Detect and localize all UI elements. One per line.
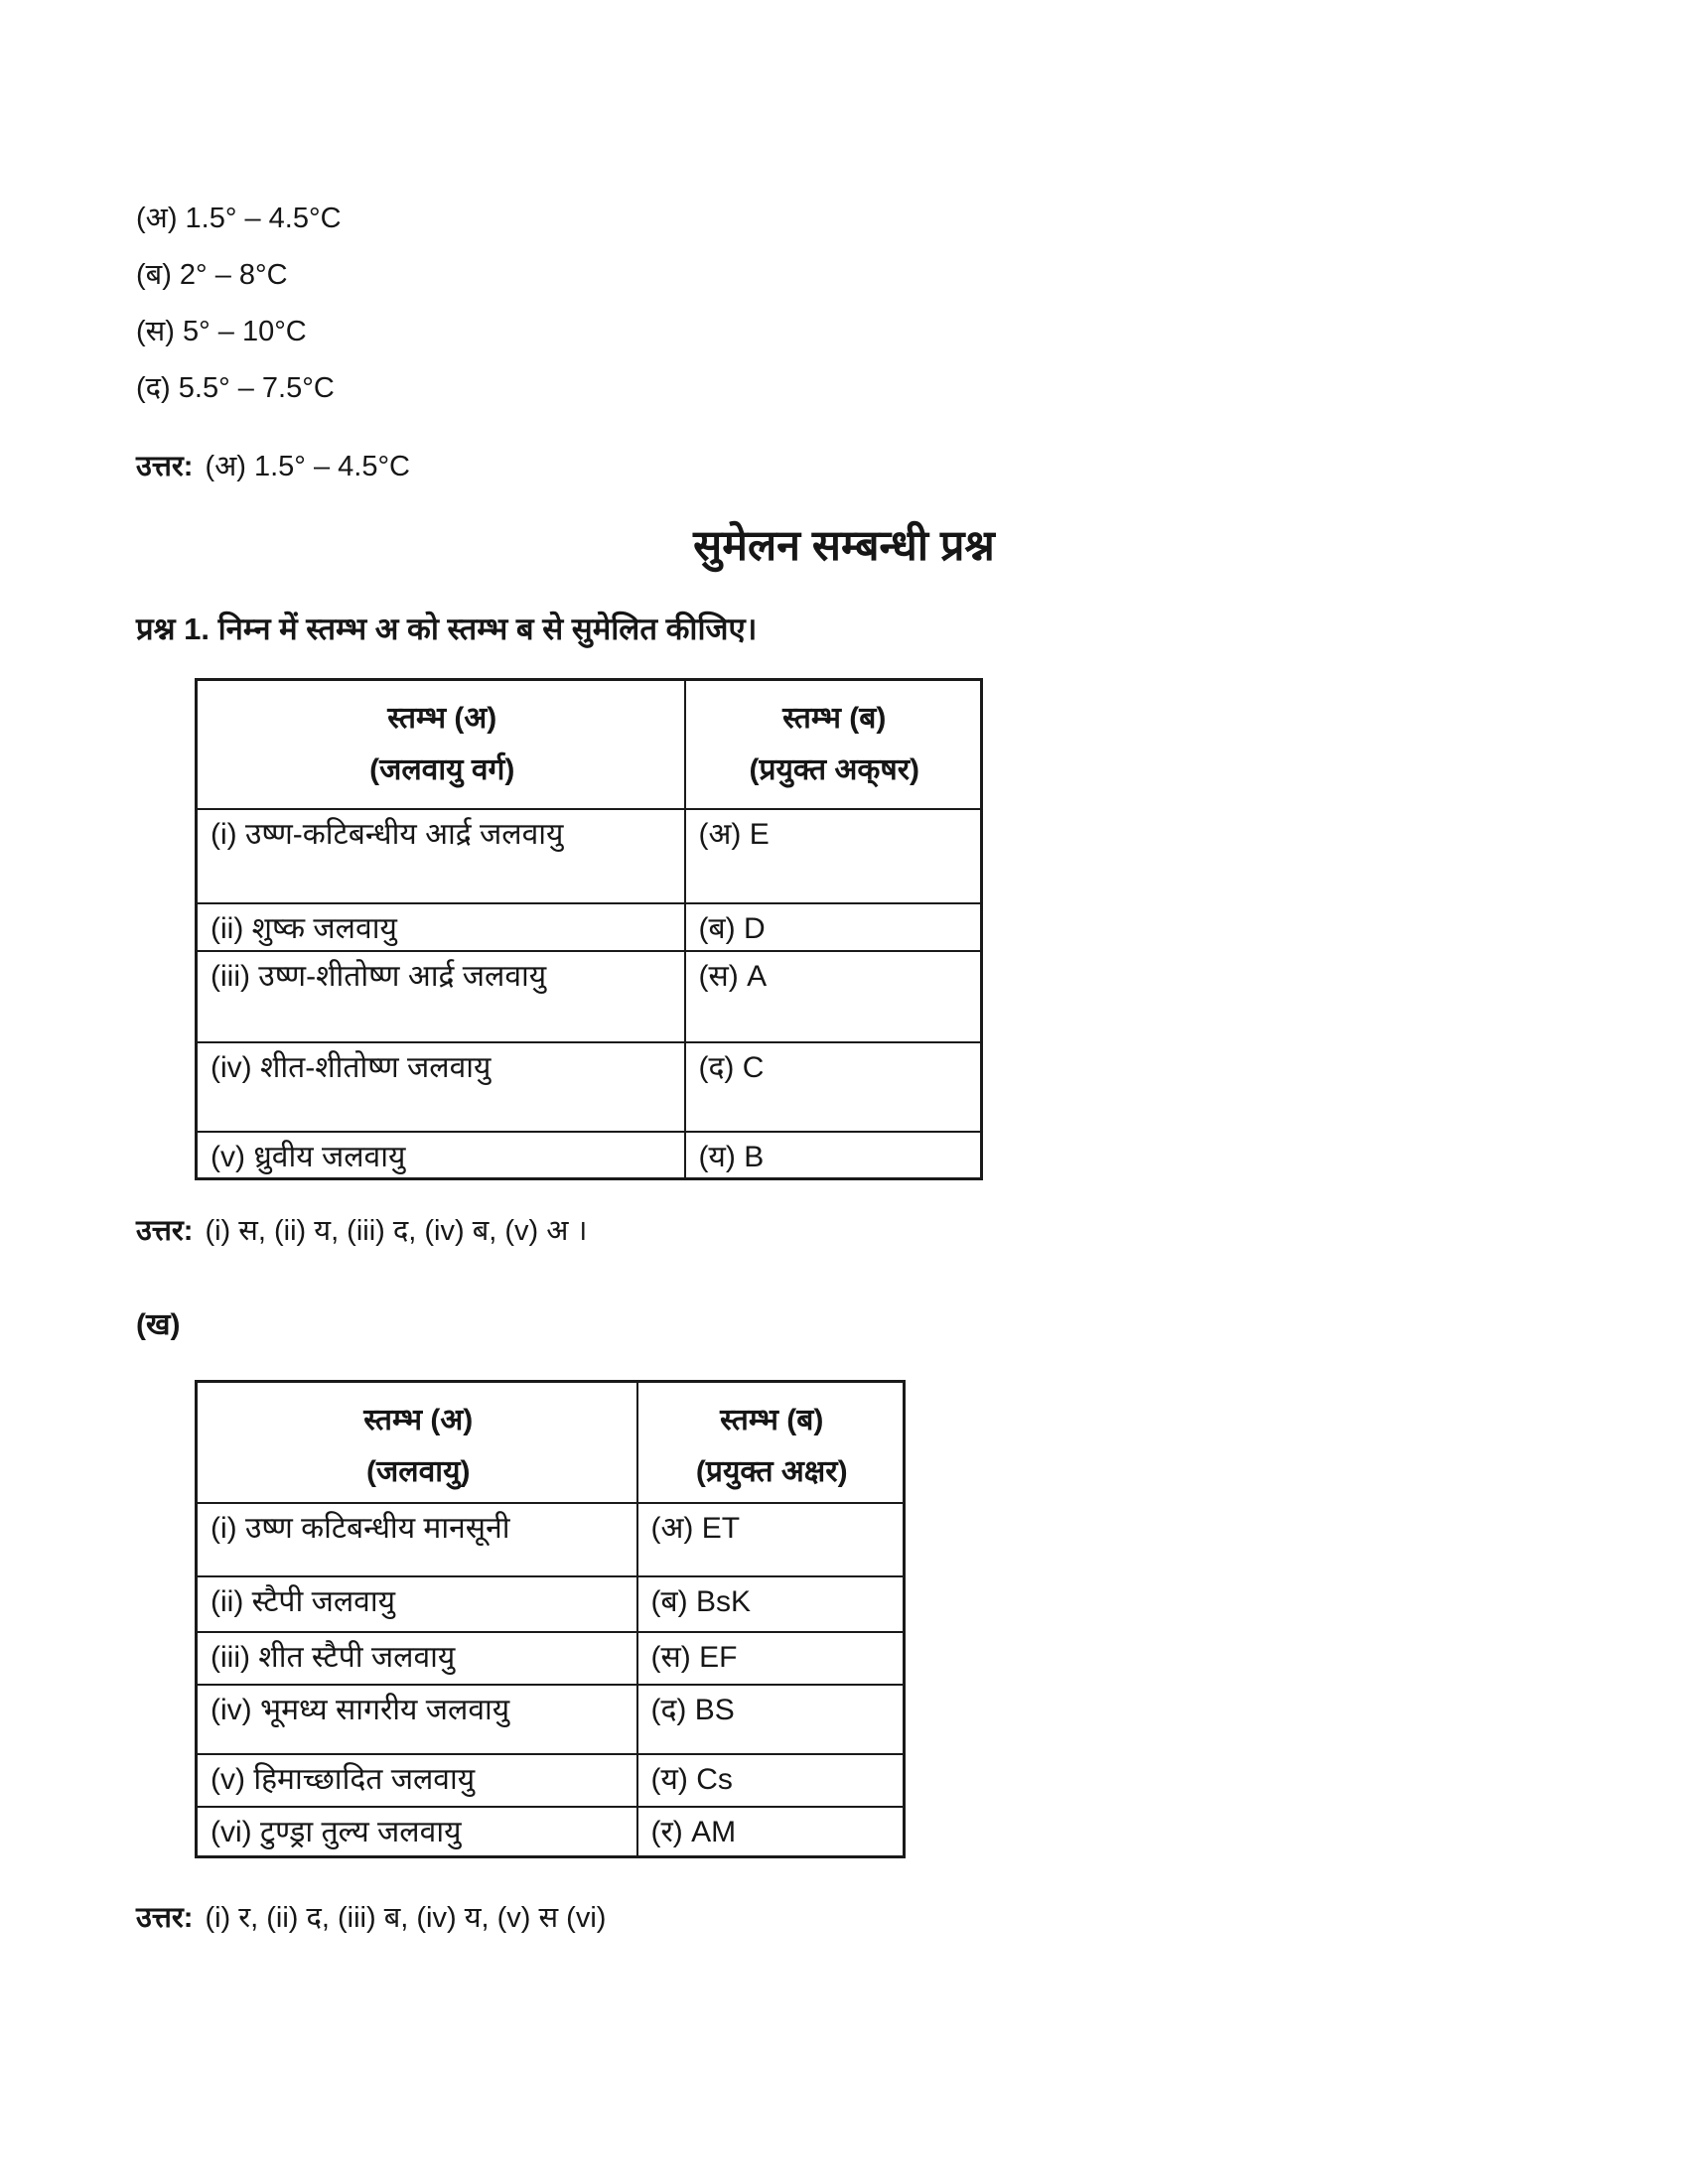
subpart-label: (ख): [136, 1308, 181, 1341]
answer-text: (i) र, (ii) द, (iii) ब, (iv) य, (v) स (vi): [205, 1902, 607, 1934]
answer-label: उत्तर:: [136, 451, 194, 482]
section-heading: सुमेलन सम्बन्धी प्रश्न: [693, 522, 995, 570]
mcq-options-list: [136, 191, 342, 417]
table-row: [197, 1754, 905, 1807]
header-line1: स्तम्भ (अ): [387, 702, 497, 735]
table-header-row: [197, 680, 982, 809]
table-row: [197, 903, 982, 951]
table-cell-b: (स) EF: [637, 1632, 905, 1685]
table-cell-a: (iv) भूमध्य सागरीय जलवायु: [197, 1685, 637, 1754]
table-cell-a: (iii) उष्ण-शीतोष्ण आर्द्र जलवायु: [197, 951, 685, 1042]
table-row: [197, 1807, 905, 1857]
table-cell-a: (iii) शीत स्टैपी जलवायु: [197, 1632, 637, 1685]
table-cell-a: (ii) स्टैपी जलवायु: [197, 1576, 637, 1632]
table-header-row: [197, 1382, 905, 1503]
answer-text: (i) स, (ii) य, (iii) द, (iv) ब, (v) अ ।: [205, 1215, 588, 1247]
match-table-2: [195, 1380, 906, 1858]
header-line2: (प्रयुक्त अक्‌षर): [749, 753, 920, 786]
table-cell-a: (iv) शीत-शीतोष्ण जलवायु: [197, 1042, 685, 1132]
match-table-1: [195, 678, 983, 1180]
table-cell-b: (र) AM: [637, 1807, 905, 1857]
table-cell-a: (i) उष्ण कटिबन्धीय मानसूनी: [197, 1503, 637, 1576]
answer-line-table1: [136, 1211, 587, 1251]
answer-line-table2: [136, 1898, 606, 1938]
answer-text: (अ) 1.5° – 4.5°C: [205, 451, 410, 482]
mcq-option-a: (अ) 1.5° – 4.5°C: [136, 203, 342, 234]
header-line2: (जलवायु): [366, 1455, 471, 1488]
table-cell-a: (v) हिमाच्छादित जलवायु: [197, 1754, 637, 1807]
header-line1: स्तम्भ (ब): [782, 702, 887, 735]
mcq-option-d: (द) 5.5° – 7.5°C: [136, 372, 335, 404]
table-cell-b: (अ) ET: [637, 1503, 905, 1576]
table-cell-b: (य) Cs: [637, 1754, 905, 1807]
mcq-option-b: (ब) 2° – 8°C: [136, 259, 288, 291]
table-cell-a: (vi) टुण्ड्रा तुल्य जलवायु: [197, 1807, 637, 1857]
answer-label: उत्तर:: [136, 1902, 194, 1934]
table-cell-b: (द) BS: [637, 1685, 905, 1754]
table1-col-b-header: [685, 680, 982, 809]
table2-col-b-header: [637, 1382, 905, 1503]
table-cell-b: (य) B: [685, 1132, 982, 1179]
table-cell-b: (द) C: [685, 1042, 982, 1132]
table-cell-a: (i) उष्ण-कटिबन्धीय आर्द्र जलवायु: [197, 809, 685, 903]
table-row: [197, 951, 982, 1042]
table-row: [197, 1576, 905, 1632]
mcq-option-c: (स) 5° – 10°C: [136, 316, 307, 347]
header-line2: (जलवायु वर्ग): [369, 753, 515, 786]
table-row: [197, 809, 982, 903]
table-row: [197, 1042, 982, 1132]
answer-line-mcq: [136, 447, 410, 486]
table-cell-a: (ii) शुष्क जलवायु: [197, 903, 685, 951]
question-title: प्रश्न 1. निम्न में स्तम्भ अ को स्तम्भ ब से सुमेलित कीजिए।: [136, 612, 758, 646]
answer-label: उत्तर:: [136, 1215, 194, 1247]
table-cell-a: (v) ध्रुवीय जलवायु: [197, 1132, 685, 1179]
table-row: [197, 1632, 905, 1685]
table-cell-b: (ब) D: [685, 903, 982, 951]
header-line1: स्तम्भ (अ): [363, 1404, 474, 1436]
header-line2: (प्रयुक्त अक्षर): [695, 1455, 848, 1488]
table-cell-b: (अ) E: [685, 809, 982, 903]
table-row: [197, 1685, 905, 1754]
header-line1: स्तम्भ (ब): [720, 1404, 824, 1436]
table-cell-b: (ब) BsK: [637, 1576, 905, 1632]
table2-col-a-header: [197, 1382, 637, 1503]
table-row: [197, 1132, 982, 1179]
table1-col-a-header: [197, 680, 685, 809]
table-cell-b: (स) A: [685, 951, 982, 1042]
table-row: [197, 1503, 905, 1576]
